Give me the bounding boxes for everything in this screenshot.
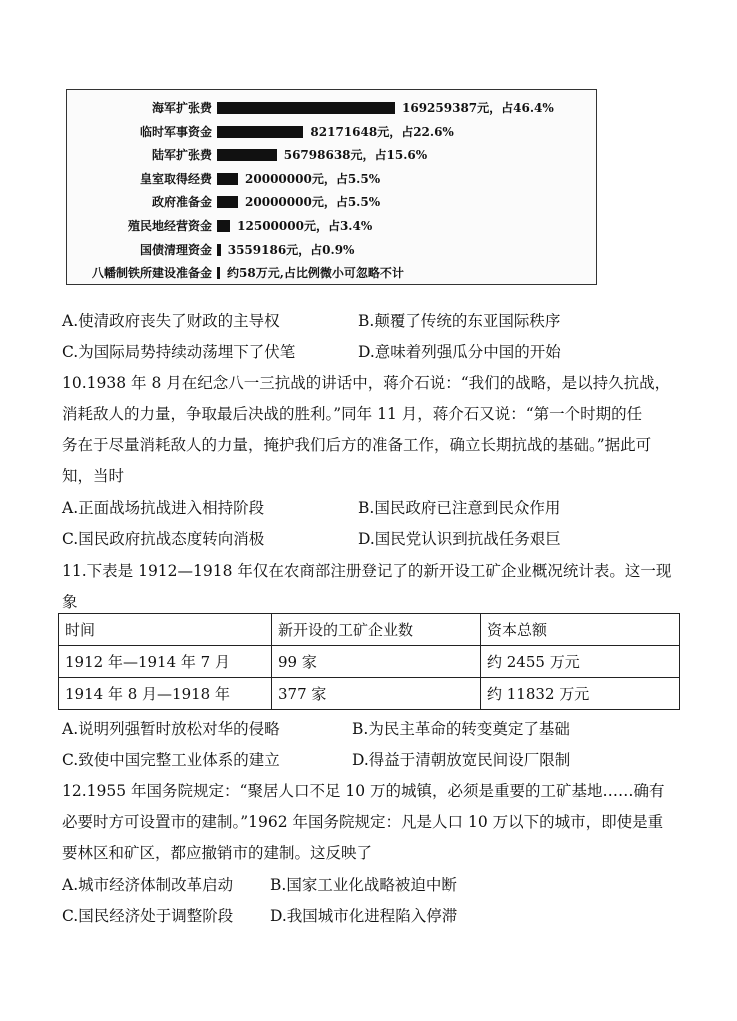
- q10-stem-line: 10.1938 年 8 月在纪念八一三抗战的讲话中，蒋介石说：“我们的战略，是以持久抗战，: [62, 374, 671, 392]
- q9-option-d[interactable]: D.意味着列强瓜分中国的开始: [358, 343, 561, 361]
- chart-category-label: 陆军扩张费: [151, 148, 212, 163]
- q11-option-b[interactable]: B.为民主革命的转变奠定了基础: [352, 720, 570, 738]
- chart-bar-row: [67, 190, 596, 214]
- q11-stem-line: 11.下表是 1912—1918 年仅在农商部注册登记了的新开设工矿企业概况统计表。这一现: [62, 562, 672, 580]
- table-header-cell: 新开设的工矿企业数: [272, 614, 481, 646]
- q9-option-a[interactable]: A.使清政府丧失了财政的主导权: [62, 312, 280, 330]
- q12-option-a[interactable]: A.城市经济体制改革启动: [62, 876, 234, 894]
- table-header-cell: 资本总额: [481, 614, 680, 646]
- q10-stem-line: 知，当时: [62, 467, 125, 485]
- q10-option-a[interactable]: A.正面战场抗战进入相持阶段: [62, 499, 265, 517]
- table-cell: 约 2455 万元: [481, 646, 680, 678]
- chart-value-label: 169259387元，占46.4%: [402, 101, 554, 115]
- chart-category-label: 海军扩张费: [151, 101, 212, 115]
- q11-stem-line: 象: [62, 593, 78, 611]
- q9-option-c[interactable]: C.为国际局势持续动荡埋下了伏笔: [62, 343, 296, 361]
- chart-value-label: 20000000元，占5.5%: [245, 171, 381, 186]
- expenditure-bar-chart: [66, 89, 597, 285]
- chart-value-label: 12500000元，占3.4%: [237, 219, 373, 233]
- chart-bar: [217, 102, 395, 114]
- chart-value-label: 82171648元，占22.6%: [310, 124, 454, 139]
- table-cell: 377 家: [272, 678, 481, 710]
- table-cell: 约 11832 万元: [481, 678, 680, 710]
- q12-option-d[interactable]: D.我国城市化进程陷入停滞: [270, 907, 458, 925]
- chart-category-label: 临时军事资金: [139, 124, 212, 139]
- q11-option-a[interactable]: A.说明列强暂时放松对华的侵略: [62, 720, 280, 738]
- chart-bar: [217, 196, 238, 208]
- q11-option-c[interactable]: C.致使中国完整工业体系的建立: [62, 751, 280, 769]
- enterprise-stats-table: [58, 613, 680, 710]
- q12-stem-line: 必要时方可设置市的建制。”1962 年国务院规定：凡是人口 10 万以下的城市，即使是重: [62, 813, 664, 831]
- table-cell: 1912 年—1914 年 7 月: [59, 646, 272, 678]
- q11-option-d[interactable]: D.得益于清朝放宽民间设厂限制: [352, 751, 571, 769]
- chart-bar: [217, 244, 221, 256]
- q10-stem-line: 消耗敌人的力量，争取最后决战的胜利。”同年 11 月，蒋介石又说：“第一个时期的任: [62, 405, 643, 423]
- chart-category-label: 殖民地经营资金: [127, 219, 212, 233]
- chart-bar-row: [67, 143, 596, 167]
- chart-category-label: 政府准备金: [151, 195, 212, 210]
- chart-bar-row: [67, 214, 596, 238]
- chart-bar: [217, 126, 303, 138]
- chart-category-label: 国债清理资金: [139, 242, 212, 257]
- chart-category-label: 八幡制铁所建设准备金: [91, 266, 212, 281]
- table-header-row: [59, 614, 680, 646]
- chart-value-label: 3559186元，占0.9%: [227, 242, 355, 257]
- q10-option-c[interactable]: C.国民政府抗战态度转向消极: [62, 530, 265, 548]
- chart-bar-row: [67, 120, 596, 144]
- q10-option-b[interactable]: B.国民政府已注意到民众作用: [358, 499, 561, 517]
- chart-value-label: 56798638元，占15.6%: [283, 148, 428, 163]
- q10-option-d[interactable]: D.国民党认识到抗战任务艰巨: [358, 530, 561, 548]
- q9-option-b[interactable]: B.颠覆了传统的东亚国际秩序: [358, 312, 561, 330]
- chart-value-label: 20000000元，占5.5%: [245, 195, 381, 210]
- table-cell: 1914 年 8 月—1918 年: [59, 678, 272, 710]
- chart-bar: [217, 149, 277, 161]
- table-row: [59, 646, 680, 678]
- q10-stem-line: 务在于尽量消耗敌人的力量，掩护我们后方的准备工作，确立长期抗战的基础。”据此可: [62, 436, 652, 454]
- table-header-cell: 时间: [59, 614, 272, 646]
- chart-bar: [217, 220, 230, 232]
- q12-stem-line: 12.1955 年国务院规定：“聚居人口不足 10 万的城镇，必须是重要的工矿基地……确有: [62, 782, 665, 800]
- q12-stem-line: 要林区和矿区，都应撤销市的建制。这反映了: [62, 844, 373, 862]
- chart-value-label: 约58万元,占比例微小可忽略不计: [227, 266, 404, 281]
- chart-category-label: 皇室取得经费: [139, 171, 212, 186]
- chart-bar-row: [67, 167, 596, 191]
- chart-bar: [217, 267, 220, 279]
- q12-option-c[interactable]: C.国民经济处于调整阶段: [62, 907, 234, 925]
- table-cell: 99 家: [272, 646, 481, 678]
- chart-bar-row: [67, 96, 596, 120]
- chart-bar: [217, 173, 238, 185]
- chart-bar-row: [67, 261, 596, 285]
- table-row: [59, 678, 680, 710]
- q12-option-b[interactable]: B.国家工业化战略被迫中断: [270, 876, 457, 894]
- chart-bar-row: [67, 238, 596, 262]
